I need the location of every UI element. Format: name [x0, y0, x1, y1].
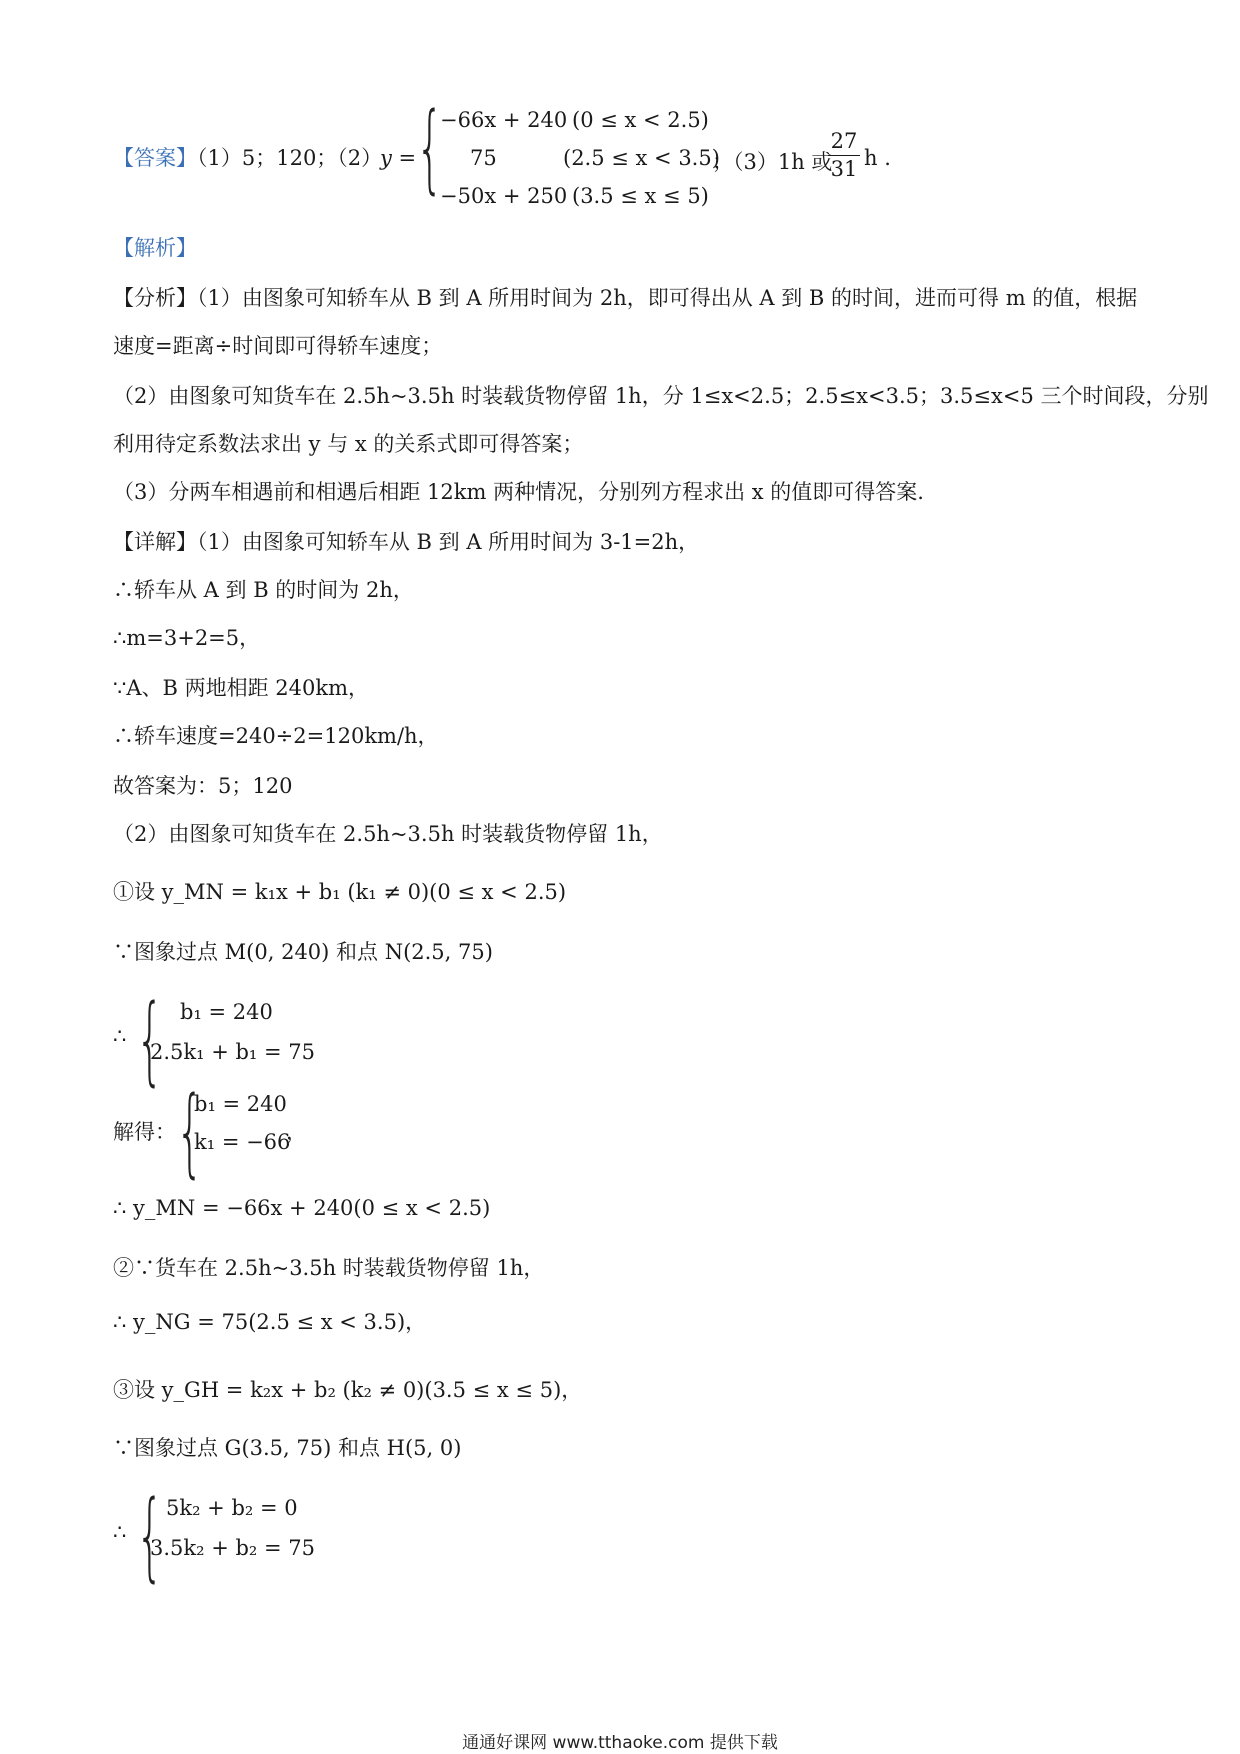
- answer-part1: （1）5；120；（2）: [197, 146, 383, 170]
- sys1-brace: {: [136, 984, 164, 1096]
- sys2-brace: {: [176, 1076, 204, 1188]
- detail-line-4: ∵A、B 两地相距 240km，: [113, 676, 370, 700]
- analysis-tag: 【解析】: [113, 236, 197, 260]
- answer-part3: ；（3）1h 或: [712, 150, 833, 174]
- detail-line-5: ∴轿车速度=240÷2=120km/h，: [113, 724, 439, 748]
- detail-line-11: ②∵货车在 2.5h~3.5h 时装载货物停留 1h，: [113, 1256, 545, 1280]
- answer-tag: 【答案】: [113, 146, 197, 170]
- detail-line-13: ③设 y_GH = k₂x + b₂ (k₂ ≠ 0)(3.5 ≤ x ≤ 5)，: [113, 1378, 583, 1402]
- detail-line-8: ①设 y_MN = k₁x + b₁ (k₁ ≠ 0)(0 ≤ x < 2.5): [113, 880, 567, 904]
- sys2-eq-b: k₁ = −66: [194, 1130, 291, 1154]
- sys3-brace: {: [136, 1480, 164, 1592]
- fenxi-line-1: [113, 286, 1137, 311]
- detail-line-3: ∴m=3+2=5，: [113, 626, 261, 650]
- sys3-eq-b: 3.5k₂ + b₂ = 75: [150, 1536, 316, 1560]
- case-3-range: (3.5 ≤ x ≤ 5): [572, 184, 709, 208]
- fraction-numerator: 27: [830, 129, 858, 153]
- detail-line-6: 故答案为：5；120: [113, 774, 293, 798]
- answer-line: [113, 146, 382, 171]
- case-2-range: (2.5 ≤ x < 3.5): [563, 146, 720, 170]
- page-footer: 通通好课网 www.tthaoke.com 提供下载: [462, 1733, 778, 1753]
- fenxi-line-4: 利用待定系数法求出 y 与 x 的关系式即可得答案；: [113, 432, 584, 456]
- answer-unit: h .: [864, 146, 891, 170]
- fenxi-line-3: （2）由图象可知货车在 2.5h~3.5h 时装载货物停留 1h，分 1≤x<2.5；2.5≤x<3.5；3.5≤x<5 三个时间段，分别: [113, 384, 1209, 408]
- sys2-eq-a: b₁ = 240: [194, 1092, 287, 1116]
- detail-line-1: [113, 530, 699, 555]
- detail-line-7: （2）由图象可知货车在 2.5h~3.5h 时装载货物停留 1h，: [113, 822, 663, 846]
- answer-brace: {: [416, 92, 444, 204]
- sys1-eq-b: 2.5k₁ + b₁ = 75: [150, 1040, 316, 1064]
- detail-text-1: （1）由图象可知轿车从 B 到 A 所用时间为 3-1=2h，: [197, 530, 700, 554]
- sys2-comma: ，: [286, 1120, 307, 1144]
- fenxi-text-1: （1）由图象可知轿车从 B 到 A 所用时间为 2h，即可得出从 A 到 B 的时间，进而可得 m 的值，根据: [197, 286, 1138, 310]
- detail-line-10: ∴ y_MN = −66x + 240(0 ≤ x < 2.5): [113, 1196, 491, 1220]
- detail-tag: 【详解】: [113, 530, 197, 554]
- fenxi-line-5: （3）分两车相遇前和相遇后相距 12km 两种情况，分别列方程求出 x 的值即可得答案.: [113, 480, 924, 504]
- detail-line-14: ∵图象过点 G(3.5, 75) 和点 H(5, 0): [113, 1436, 462, 1460]
- case-3-expr: −50x + 250: [440, 184, 568, 208]
- case-1-range: (0 ≤ x < 2.5): [572, 108, 709, 132]
- solve-label: 解得：: [113, 1120, 176, 1144]
- therefore-sys3: ∴: [113, 1520, 127, 1544]
- fenxi-tag: 【分析】: [113, 286, 197, 310]
- answer-y-eq: y =: [380, 146, 417, 170]
- detail-line-9: ∵图象过点 M(0, 240) 和点 N(2.5, 75): [113, 940, 493, 964]
- fraction-bar: [828, 155, 860, 156]
- sys3-eq-a: 5k₂ + b₂ = 0: [166, 1496, 298, 1520]
- case-1-expr: −66x + 240: [440, 108, 568, 132]
- detail-line-2: ∴轿车从 A 到 B 的时间为 2h，: [113, 578, 414, 602]
- detail-line-12: ∴ y_NG = 75(2.5 ≤ x < 3.5)，: [113, 1310, 427, 1334]
- fraction-denominator: 31: [830, 157, 858, 182]
- sys1-eq-a: b₁ = 240: [180, 1000, 273, 1024]
- answer-fraction: [828, 130, 860, 181]
- therefore-sys1: ∴: [113, 1024, 127, 1048]
- case-2-expr: 75: [470, 146, 497, 170]
- fenxi-line-2: 速度=距离÷时间即可得轿车速度；: [113, 334, 443, 358]
